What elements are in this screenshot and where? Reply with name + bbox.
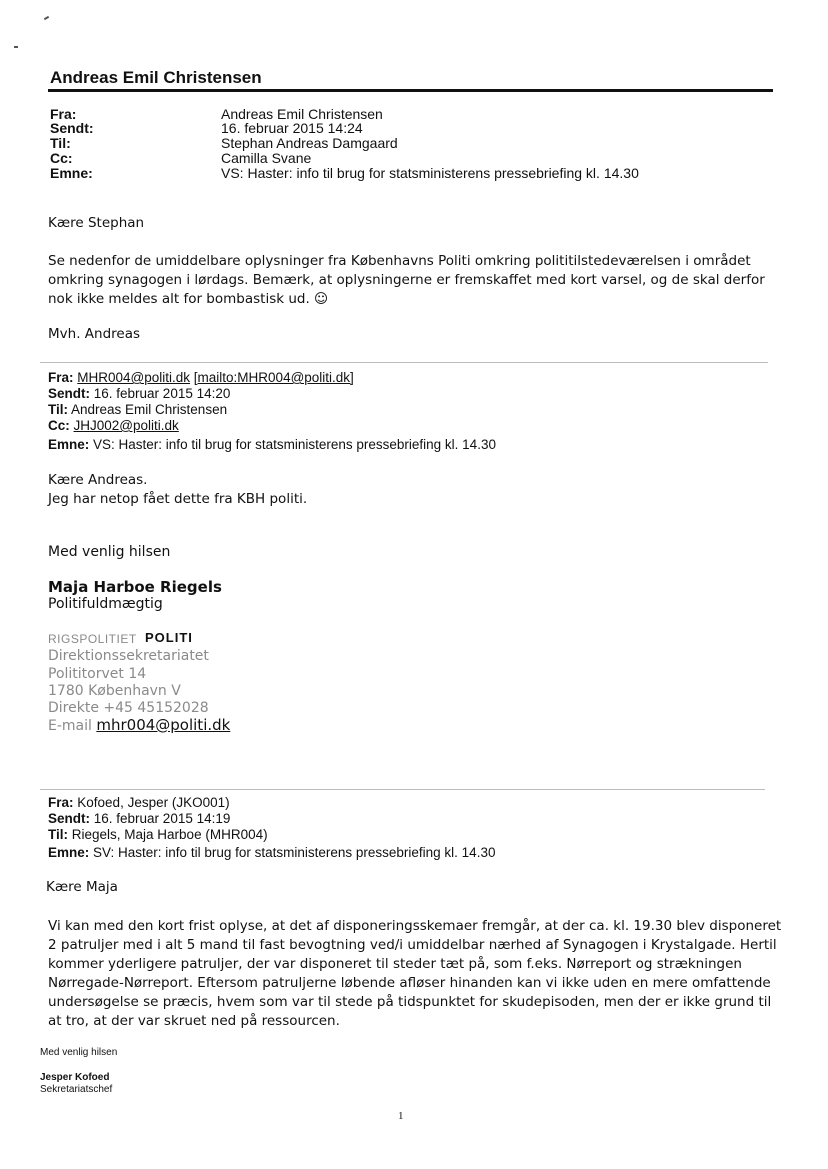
quoted-sent-line <box>48 386 230 402</box>
quoted-subject-value: VS: Haster: info til brug for statsministerens pressebriefing kl. 14.30 <box>93 437 496 452</box>
quoted-regards: Med venlig hilsen <box>48 544 171 560</box>
quoted2-from-label: Fra: <box>48 795 74 810</box>
quoted2-paragraph: Vi kan med den kort frist oplyse, at det af disponeringsskemaer fremgår, at der ca. kl. 19.30 blev disponeret 2 patruljer med i alt 5 mand til fast bevogtning ved/i umiddelbar nærhed af Synagogen i Krystalgade. Hertil kommer yderligere patruljer, der var disponeret til steder tæt på, som f.eks. Nørreport og strækningen Nørregade-Nørreport. Eftersom patruljerne løbende afløser hinanden kan vi ikke uden en mere omfattende undersøgelse se præcis, hvem som var til stede på tidspunktet for skudepisoden, men der er ikke grund til at tro, at der var skruet ned på ressourcen. <box>48 918 782 1029</box>
scan-mark <box>44 16 49 20</box>
scan-mark <box>14 46 18 48</box>
signature-title: Politifuldmægtig <box>48 596 163 612</box>
header-divider <box>48 89 773 92</box>
quoted2-sent-label: Sendt: <box>48 811 90 826</box>
quoted2-subject-value: SV: Haster: info til brug for statsministerens pressebriefing kl. 14.30 <box>93 845 496 860</box>
quoted-to-label: Til: <box>48 402 68 417</box>
quoted2-subject-label: Emne: <box>48 845 90 860</box>
quoted2-signature-title: Sekretariatschef <box>40 1084 113 1095</box>
signature-name: Maja Harboe Riegels <box>48 578 222 596</box>
quote-divider-2 <box>40 789 765 790</box>
greeting: Kære Stephan <box>48 215 145 231</box>
quoted-sent-value: 16. februar 2015 14:20 <box>93 386 231 401</box>
quoted2-to-label: Til: <box>48 827 68 842</box>
page-number: 1 <box>398 1110 404 1122</box>
quoted-cc-line <box>48 418 179 434</box>
quoted2-from-line <box>48 795 230 811</box>
from-value: Andreas Emil Christensen <box>221 106 383 122</box>
quoted-cc-email-link[interactable]: JHJ002@politi.dk <box>73 418 179 433</box>
closing: Mvh. Andreas <box>48 326 141 342</box>
quoted-from-mailto-link[interactable]: [mailto:MHR004@politi.dk] <box>193 370 354 385</box>
quoted-subject-label: Emne: <box>48 437 90 452</box>
sender-name: Andreas Emil Christensen <box>50 68 262 87</box>
cc-label: Cc: <box>50 150 73 166</box>
body-paragraph: Se nedenfor de umiddelbare oplysninger fra Københavns Politi omkring polititilstedeværelsen i området omkring synagogen i lørdags. Bemærk, at oplysningerne er fremskaffet med kort varsel, og de skal derfor nok ikke meldes alt for bombastisk ud. ☺ <box>48 253 765 307</box>
signature-email-link[interactable]: mhr004@politi.dk <box>96 716 231 734</box>
signature-city: 1780 København V <box>48 683 181 699</box>
politi-logo: POLITI <box>145 630 193 645</box>
quoted2-subject-line <box>48 845 495 861</box>
quoted2-sent-value: 16. februar 2015 14:19 <box>93 811 231 826</box>
quoted2-sent-line <box>48 811 230 827</box>
quoted2-to-value: Riegels, Maja Harboe (MHR004) <box>71 827 268 842</box>
to-label: Til: <box>50 135 71 151</box>
sent-label: Sendt: <box>50 120 94 136</box>
quoted-cc-label: Cc: <box>48 418 70 433</box>
quoted-from-email-link[interactable]: MHR004@politi.dk <box>77 370 191 385</box>
quoted-sent-label: Sendt: <box>48 386 90 401</box>
to-value: Stephan Andreas Damgaard <box>221 135 398 151</box>
sent-value: 16. februar 2015 14:24 <box>221 120 363 136</box>
quoted2-regards: Med venlig hilsen <box>40 1047 118 1058</box>
signature-street: Polititorvet 14 <box>48 666 147 682</box>
quoted-subject-line <box>48 437 496 453</box>
signature-phone: Direkte +45 45152028 <box>48 700 209 716</box>
quoted-from-label: Fra: <box>48 370 74 385</box>
cc-value: Camilla Svane <box>221 150 312 166</box>
quoted-line: Jeg har netop fået dette fra KBH politi. <box>48 491 308 507</box>
quoted-to-line <box>48 402 227 418</box>
signature-department: Direktionssekretariatet <box>48 648 209 664</box>
quoted2-greeting: Kære Maja <box>46 879 118 895</box>
quoted2-from-value: Kofoed, Jesper (JKO001) <box>77 795 230 810</box>
quoted2-signature-name: Jesper Kofoed <box>40 1072 110 1083</box>
quoted-to-value: Andreas Emil Christensen <box>71 402 228 417</box>
quoted2-to-line <box>48 827 268 843</box>
signature-email-label: E-mail <box>48 718 92 734</box>
signature-email-line <box>48 716 230 734</box>
subject-label: Emne: <box>50 165 93 181</box>
from-label: Fra: <box>50 106 77 122</box>
subject-value: VS: Haster: info til brug for statsministerens pressebriefing kl. 14.30 <box>221 165 639 181</box>
org-name: RIGSPOLITIET <box>48 632 137 646</box>
quoted-greeting: Kære Andreas. <box>48 472 148 488</box>
quoted-from-line <box>48 370 354 386</box>
quote-divider <box>40 362 768 363</box>
